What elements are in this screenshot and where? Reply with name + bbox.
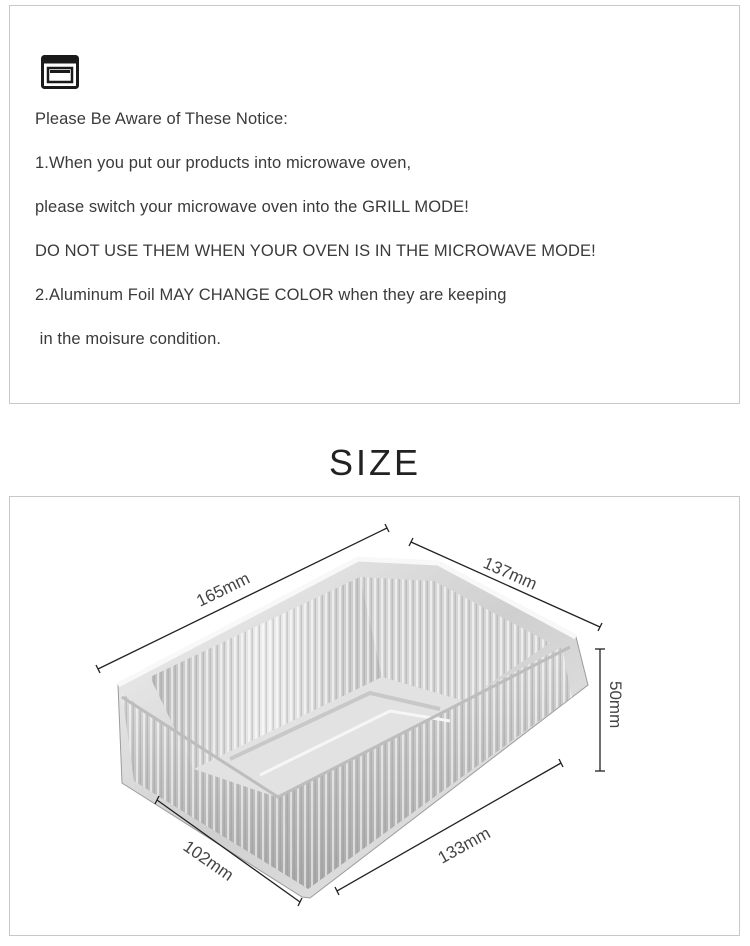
size-title: SIZE [328, 442, 421, 483]
notice-line-1: 1.When you put our products into microwave oven, [35, 154, 412, 172]
size-panel [9, 496, 740, 936]
notice-line-4: 2.Aluminum Foil MAY CHANGE COLOR when they are keeping [35, 286, 507, 304]
notice-line-2: please switch your microwave oven into the GRILL MODE! [35, 198, 469, 216]
oven-icon [41, 55, 79, 89]
notice-line-3: DO NOT USE THEM WHEN YOUR OVEN IS IN THE MICROWAVE MODE! [35, 242, 596, 260]
tray-diagram [10, 497, 740, 936]
dim-bottom-length-label: 133mm [434, 823, 494, 868]
dim-height-label: 50mm [606, 681, 625, 729]
notice-line-5: in the moisure condition. [35, 330, 222, 348]
dim-top-length-label: 165mm [193, 568, 253, 611]
dim-bottom-width-label: 102mm [179, 836, 238, 885]
notice-heading: Please Be Aware of These Notice: [35, 110, 288, 128]
dim-top-width-label: 137mm [480, 553, 540, 594]
notice-panel [9, 5, 740, 404]
